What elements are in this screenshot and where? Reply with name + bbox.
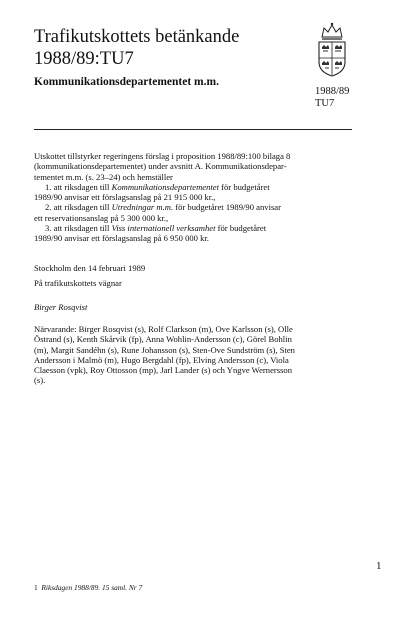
footer-text: Riksdagen 1988/89. 15 saml. Nr 7 [41, 583, 143, 592]
document-number: 1988/89:TU7 [34, 49, 134, 69]
attendance-line: Claesson (vpk), Roy Ottosson (mp), Jarl Lander (s) och Yngve Wernersson [34, 365, 293, 376]
attendance-line: Östrand (s), Kenth Skårvik (fp), Anna Wohlin-Andersson (c), Görel Bohlin [34, 334, 292, 345]
proposal-item-1-cont: 1989/90 anvisar ett förslagsanslag på 21 915 000 kr., [34, 192, 216, 203]
intro-line: tementet m.m. (s. 23–24) och hemställer [34, 171, 173, 182]
intro-line: Utskottet tillstyrker regeringens förslag i proposition 1988/89:100 bilaga 8 [34, 151, 291, 161]
proposal-body [34, 151, 354, 244]
footer-number: 1 [34, 583, 38, 592]
proposal-item-3: 3. att riksdagen till Viss internationell verksamhet för budgetåret [45, 223, 267, 234]
footer-source [34, 583, 142, 592]
document-title: Trafikutskottets betänkande [34, 27, 240, 47]
proposal-item-2: 2. att riksdagen till Utredningar m.m. för budgetåret 1989/90 anvisar [45, 202, 281, 213]
date-line: Stockholm den 14 februari 1989 [34, 263, 146, 273]
attendance-line: (s). [34, 375, 46, 386]
attendance-line: Närvarande: Birger Rosqvist (s), Rolf Clarkson (m), Ove Karlsson (s), Olle [34, 324, 293, 334]
proposal-item-1: 1. att riksdagen till Kommunikationsdepartementet för budgetåret [45, 181, 270, 192]
proposal-item-3-cont: 1989/90 anvisar ett förslagsanslag på 6 950 000 kr. [34, 233, 209, 244]
intro-line: (kommunikationsdepartementet) under avsnitt A. Kommunikationsdepar- [34, 161, 287, 172]
coat-of-arms-icon [313, 20, 351, 78]
document-subtitle: Kommunikationsdepartementet m.m. [34, 76, 219, 88]
header-divider [34, 129, 352, 130]
side-code-number: TU7 [315, 98, 335, 109]
attendance-line: (m), Margit Sandéhn (s), Rune Johansson (s), Sten-Ove Sundström (s), Sten [34, 344, 295, 355]
page-number: 1 [376, 560, 382, 572]
on-behalf-line: På trafikutskottets vägnar [34, 278, 122, 288]
signature: Birger Rosqvist [34, 302, 88, 312]
proposal-item-2-cont: ett reservationsanslag på 5 300 000 kr., [34, 212, 169, 223]
attendance-line: Andersson i Malmö (m), Hugo Bergdahl (fp), Elving Andersson (c), Viola [34, 354, 289, 365]
attendance-list [34, 324, 354, 386]
side-code-year: 1988/89 [315, 86, 350, 97]
